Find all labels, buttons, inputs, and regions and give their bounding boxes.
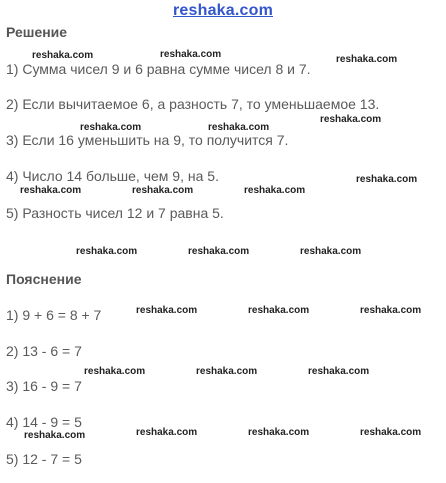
solution-line-2: 2) Если вычитаемое 6, а разность 7, то уменьшаемое 13.: [6, 96, 380, 112]
watermark: reshaka.com: [196, 366, 258, 377]
watermark: reshaka.com: [80, 122, 142, 133]
watermark: reshaka.com: [356, 174, 418, 185]
solution-line-1: 1) Сумма чисел 9 и 6 равна сумме чисел 8 и 7.: [6, 61, 311, 77]
watermark: reshaka.com: [188, 246, 250, 257]
solution-line-5: 5) Разность чисел 12 и 7 равна 5.: [6, 205, 224, 221]
watermark: reshaka.com: [32, 50, 94, 61]
watermark: reshaka.com: [248, 305, 310, 316]
explanation-line-4: 4) 14 - 9 = 5: [6, 414, 82, 430]
watermark: reshaka.com: [20, 185, 82, 196]
watermark: reshaka.com: [244, 185, 306, 196]
watermark: reshaka.com: [136, 427, 198, 438]
solution-line-4: 4) Число 14 больше, чем 9, на 5.: [6, 168, 219, 184]
explanation-line-3: 3) 16 - 9 = 7: [6, 378, 82, 394]
watermark: reshaka.com: [320, 114, 382, 125]
watermark: reshaka.com: [76, 246, 138, 257]
watermark: reshaka.com: [360, 427, 422, 438]
watermark: reshaka.com: [300, 246, 362, 257]
watermark: reshaka.com: [360, 305, 422, 316]
watermark: reshaka.com: [160, 49, 222, 60]
explanation-heading: Пояснение: [6, 271, 82, 287]
watermark: reshaka.com: [84, 366, 146, 377]
solution-line-3: 3) Если 16 уменьшить на 9, то получится 7.: [6, 132, 289, 148]
site-title[interactable]: reshaka.com: [172, 2, 274, 19]
explanation-line-1: 1) 9 + 6 = 8 + 7: [6, 307, 102, 323]
watermark: reshaka.com: [132, 185, 194, 196]
explanation-line-5: 5) 12 - 7 = 5: [6, 451, 82, 467]
watermark: reshaka.com: [336, 54, 398, 65]
watermark: reshaka.com: [208, 122, 270, 133]
watermark: reshaka.com: [24, 430, 86, 441]
watermark: reshaka.com: [136, 305, 198, 316]
solution-heading: Решение: [6, 24, 68, 40]
watermark: reshaka.com: [248, 427, 310, 438]
watermark: reshaka.com: [308, 366, 370, 377]
explanation-line-2: 2) 13 - 6 = 7: [6, 343, 82, 359]
